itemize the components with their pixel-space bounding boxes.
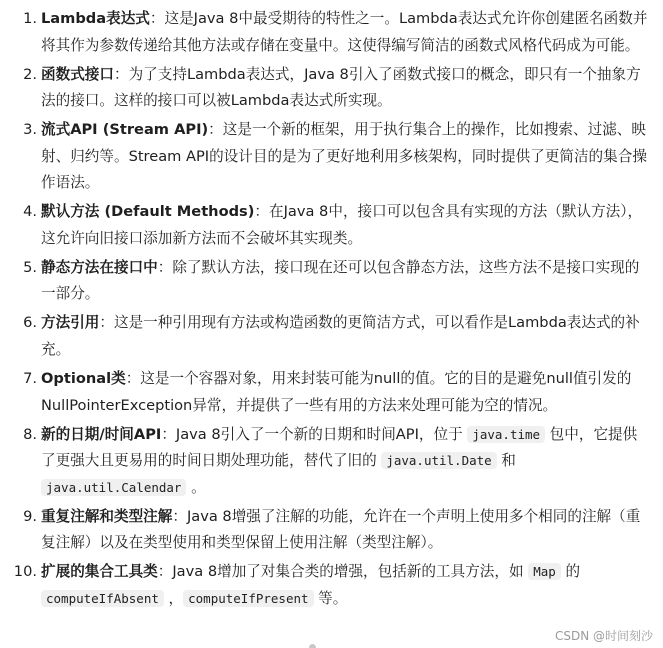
item-number: 2. [23,65,37,83]
item-title: Lambda表达式 [41,10,150,27]
list-item [0,255,663,308]
item-text: ：这是一种引用现有方法或构造函数的更简洁方式，可以看作是Lambda表达式的补充。 [41,314,640,358]
item-title: 静态方法在接口中 [41,258,158,276]
inline-code: java.util.Calendar [41,479,186,496]
item-text: ：Java 8增强了注解的功能，允许在一个声明上使用多个相同的注解（重复注解）以及在类型使用和类型保留上使用注解（类型注解）。 [41,507,641,552]
feature-list [0,6,663,612]
item-title: 流式API (Stream API) [41,121,209,139]
item-title: 扩展的集合工具类 [41,563,158,581]
watermark: CSDN @时间刻沙 [554,629,653,643]
list-item [0,422,663,502]
inline-code: java.time [467,426,545,443]
item-number: 8. [23,425,37,443]
item-title: 重复注解和类型注解 [41,507,173,525]
item-text: ：为了支持Lambda表达式，Java 8引入了函数式接口的概念，即只有一个抽象方法的接口。这样的接口可以被Lambda表达式所实现。 [41,65,641,110]
scroll-indicator-icon [309,644,316,648]
item-text: 和 [496,452,516,470]
item-number: 10. [13,563,37,581]
item-text: ：这是Java 8中最受期待的特性之一。Lambda表达式允许你创建匿名函数并将其作为参数传递给其他方法或存储在变量中。这使得编写简洁的函数式风格代码成为可能。 [41,10,648,54]
item-text: ：Java 8引入了一个新的日期和时间API，位于 [161,425,468,443]
item-title: 默认方法 (Default Methods) [41,203,255,221]
article-body [0,6,663,615]
list-item [0,6,663,59]
item-text: 。 [186,478,206,496]
item-text: ：Java 8增加了对集合类的增强，包括新的工具方法，如 [157,563,529,581]
list-item [0,504,663,557]
inline-code: computeIfAbsent [41,590,164,607]
item-number: 3. [23,121,37,139]
list-item [0,366,663,419]
item-title: 方法引用 [41,314,100,332]
list-item [0,117,663,197]
item-text: ：这是一个容器对象，用来封装可能为null的值。它的目的是避免null值引发的NullPointerException异常，并提供了一些有用的方法来处理可能为空的情况。 [41,370,632,414]
inline-code: Map [528,563,561,580]
item-number: 1. [23,10,37,27]
list-item [0,199,663,252]
item-title: Optional类 [41,370,126,388]
item-title: 函数式接口 [41,65,114,83]
item-text: ， [163,589,184,607]
list-item [0,559,663,612]
item-text: ：这是一个新的框架，用于执行集合上的操作，比如搜索、过滤、映射、归约等。Stream API的设计目的是为了更好地利用多核架构，同时提供了更简洁的集合操作语法。 [41,121,647,192]
inline-code: computeIfPresent [183,590,313,607]
item-text: 的 [560,563,581,581]
item-text: 包中，它提供了更强大且更易用的时间日期处理功能，替代了旧的 [41,425,638,470]
item-text: 等。 [313,589,348,607]
item-number: 5. [23,258,37,276]
item-number: 9. [23,507,37,525]
item-number: 6. [23,314,37,332]
inline-code: java.util.Date [381,452,496,469]
item-number: 7. [23,370,37,388]
list-item [0,62,663,115]
item-text: ：在Java 8中，接口可以包含具有实现的方法（默认方法），这允许向旧接口添加新方法而不会破坏其实现类。 [41,203,643,247]
list-item [0,310,663,363]
item-title: 新的日期/时间API [41,425,162,443]
item-number: 4. [23,203,37,221]
item-text: ：除了默认方法，接口现在还可以包含静态方法，这些方法不是接口实现的一部分。 [41,258,640,303]
